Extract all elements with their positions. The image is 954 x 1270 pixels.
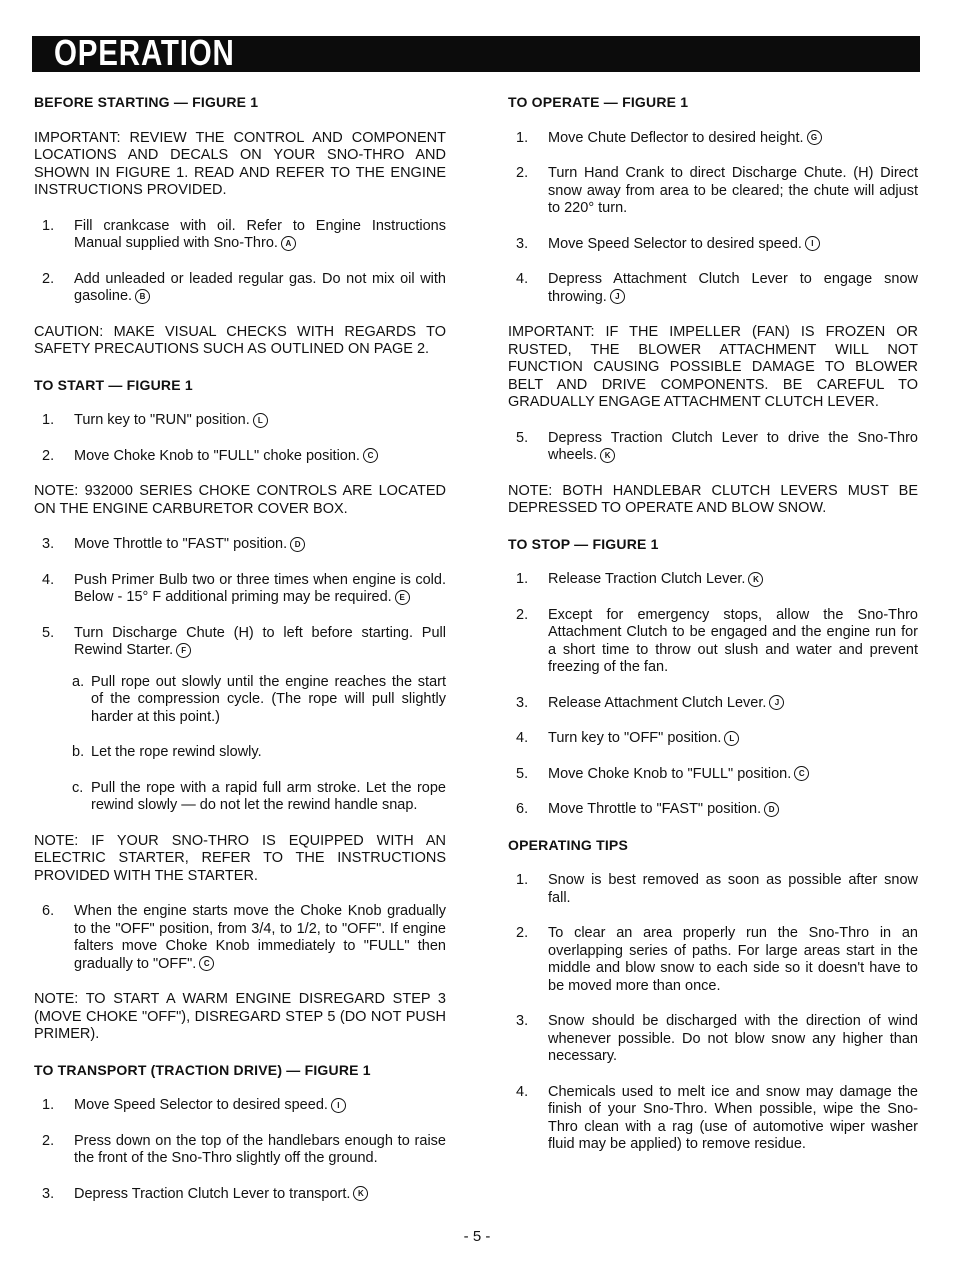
sub-step: a. Pull rope out slowly until the engine reaches the start of the compression cycle. (The rope will pull slightly harder at this point.): [72, 673, 446, 725]
callout-marker: I: [805, 236, 820, 251]
step: 3. Move Throttle to "FAST" position. D: [34, 536, 446, 554]
callout-marker: B: [135, 289, 150, 304]
callout-marker: F: [176, 643, 191, 658]
callout-marker: E: [395, 590, 410, 605]
callout-marker: D: [764, 802, 779, 817]
callout-marker: L: [724, 731, 739, 746]
heading-before-starting: BEFORE STARTING — FIGURE 1: [34, 94, 259, 110]
step: 4. Turn key to "OFF" position. L: [508, 730, 918, 748]
callout-marker: K: [748, 572, 763, 587]
step: 2. Except for emergency stops, allow the Sno-Thro Attachment Clutch to be engaged and the engine run for a short time to throw out slush and water and prevent freezing of the fan.: [516, 606, 918, 675]
step: 4. Push Primer Bulb two or three times when engine is cold. Below - 15° F additional priming may be required. E: [42, 571, 446, 605]
step: 6. Move Throttle to "FAST" position. D: [508, 801, 918, 819]
sub-step: b. Let the rope rewind slowly.: [72, 744, 262, 760]
heading-to-start: TO START — FIGURE 1: [34, 376, 193, 393]
step: 2. Add unleaded or leaded regular gas. Do not mix oil with gasoline. B: [42, 270, 446, 304]
step: 4. Depress Attachment Clutch Lever to engage snow throwing. J: [516, 271, 918, 305]
step: 1. Fill crankcase with oil. Refer to Engine Instructions Manual supplied with Sno-Thro. A: [42, 217, 446, 251]
step: 1. Move Speed Selector to desired speed. I: [34, 1097, 446, 1115]
step: 6. When the engine starts move the Choke Knob gradually to the "OFF" position, from 3/4, to 1/2, to "OFF". If engine falters move Choke Knob immediately to "FULL" then gradually to "OFF". C: [42, 903, 446, 972]
important-note: IMPORTANT: IF THE IMPELLER (FAN) IS FROZEN OR RUSTED, THE BLOWER ATTACHMENT WILL NOT FUNCTION CAUSING POSSIBLE DAMAGE TO BLOWER BELT AND DRIVE COMPONENTS. BE CAREFUL TO GRADUALLY ENGAGE ATTACHMENT CLUTCH LEVER.: [508, 324, 918, 410]
callout-marker: I: [331, 1098, 346, 1113]
tip: 4. Chemicals used to melt ice and snow may damage the finish of your Sno-Thro. When possible, wipe the Sno-Thro clean with a rag (use of automotive wiper washer fluid may be applied) to remove residue.: [516, 1083, 918, 1152]
step: 3. Depress Traction Clutch Lever to transport. K: [34, 1186, 446, 1204]
tip: 2. To clear an area properly run the Sno-Thro in an overlapping series of paths. For large areas start in the middle and blow snow to each side so it doesn't have to be moved more than once.: [516, 925, 918, 994]
callout-marker: C: [794, 766, 809, 781]
step: 3. Move Speed Selector to desired speed. I: [508, 236, 918, 254]
callout-marker: J: [769, 695, 784, 710]
right-column: [508, 94, 918, 1154]
callout-marker: J: [610, 289, 625, 304]
left-column: [34, 94, 446, 1203]
step: 1. Release Traction Clutch Lever. K: [508, 571, 918, 589]
note: NOTE: 932000 SERIES CHOKE CONTROLS ARE LOCATED ON THE ENGINE CARBURETOR COVER BOX.: [34, 483, 446, 517]
page-title: OPERATION: [54, 32, 235, 73]
step: 1. Turn key to "RUN" position. L: [34, 412, 446, 430]
step: 2. Press down on the top of the handlebars enough to raise the front of the Sno-Thro slightly off the ground.: [42, 1132, 446, 1166]
important-note: IMPORTANT: REVIEW THE CONTROL AND COMPONENT LOCATIONS AND DECALS ON YOUR SNO-THRO AND SHOWN IN FIGURE 1. READ AND REFER TO THE ENGINE INSTRUCTIONS PROVIDED.: [34, 129, 446, 198]
callout-marker: A: [281, 236, 296, 251]
note: NOTE: IF YOUR SNO-THRO IS EQUIPPED WITH AN ELECTRIC STARTER, REFER TO THE INSTRUCTIONS PROVIDED WITH THE STARTER.: [34, 832, 446, 884]
step: 5. Move Choke Knob to "FULL" position. C: [508, 766, 918, 784]
callout-marker: K: [353, 1186, 368, 1201]
callout-marker: K: [600, 448, 615, 463]
page-number: - 5 -: [463, 1228, 491, 1245]
heading-to-stop: TO STOP — FIGURE 1: [508, 535, 659, 552]
heading-operating-tips: OPERATING TIPS: [508, 836, 628, 853]
step: 5. Turn Discharge Chute (H) to left before starting. Pull Rewind Starter. F: [42, 624, 446, 658]
step: 3. Release Attachment Clutch Lever. J: [508, 695, 918, 713]
title-banner: [32, 32, 920, 73]
callout-marker: D: [290, 537, 305, 552]
note: NOTE: BOTH HANDLEBAR CLUTCH LEVERS MUST BE DEPRESSED TO OPERATE AND BLOW SNOW.: [508, 482, 918, 516]
step: 5. Depress Traction Clutch Lever to drive the Sno-Thro wheels. K: [516, 429, 918, 463]
callout-marker: G: [807, 130, 822, 145]
sub-step: c. Pull the rope with a rapid full arm stroke. Let the rope rewind slowly — do not let the rewind handle snap.: [72, 779, 446, 813]
callout-marker: C: [363, 448, 378, 463]
note: NOTE: TO START A WARM ENGINE DISREGARD STEP 3 (MOVE CHOKE "OFF"), DISREGARD STEP 5 (DO NOT PUSH PRIMER).: [34, 991, 446, 1042]
step: 2. Move Choke Knob to "FULL" choke position. C: [34, 448, 446, 466]
caution-note: CAUTION: MAKE VISUAL CHECKS WITH REGARDS TO SAFETY PRECAUTIONS SUCH AS OUTLINED ON PAGE 2.: [34, 323, 446, 357]
callout-marker: L: [253, 413, 268, 428]
heading-to-operate: TO OPERATE — FIGURE 1: [508, 94, 689, 110]
tip: 1. Snow is best removed as soon as possible after snow fall.: [516, 872, 918, 906]
step: 1. Move Chute Deflector to desired height. G: [508, 130, 918, 148]
callout-marker: C: [199, 956, 214, 971]
tip: 3. Snow should be discharged with the direction of wind whenever possible. Do not blow snow any higher than necessary.: [516, 1013, 918, 1064]
heading-to-transport: TO TRANSPORT (TRACTION DRIVE) — FIGURE 1: [34, 1061, 371, 1078]
step: 2. Turn Hand Crank to direct Discharge Chute. (H) Direct snow away from area to be cleared; the chute will adjust to 220° turn.: [516, 165, 918, 216]
